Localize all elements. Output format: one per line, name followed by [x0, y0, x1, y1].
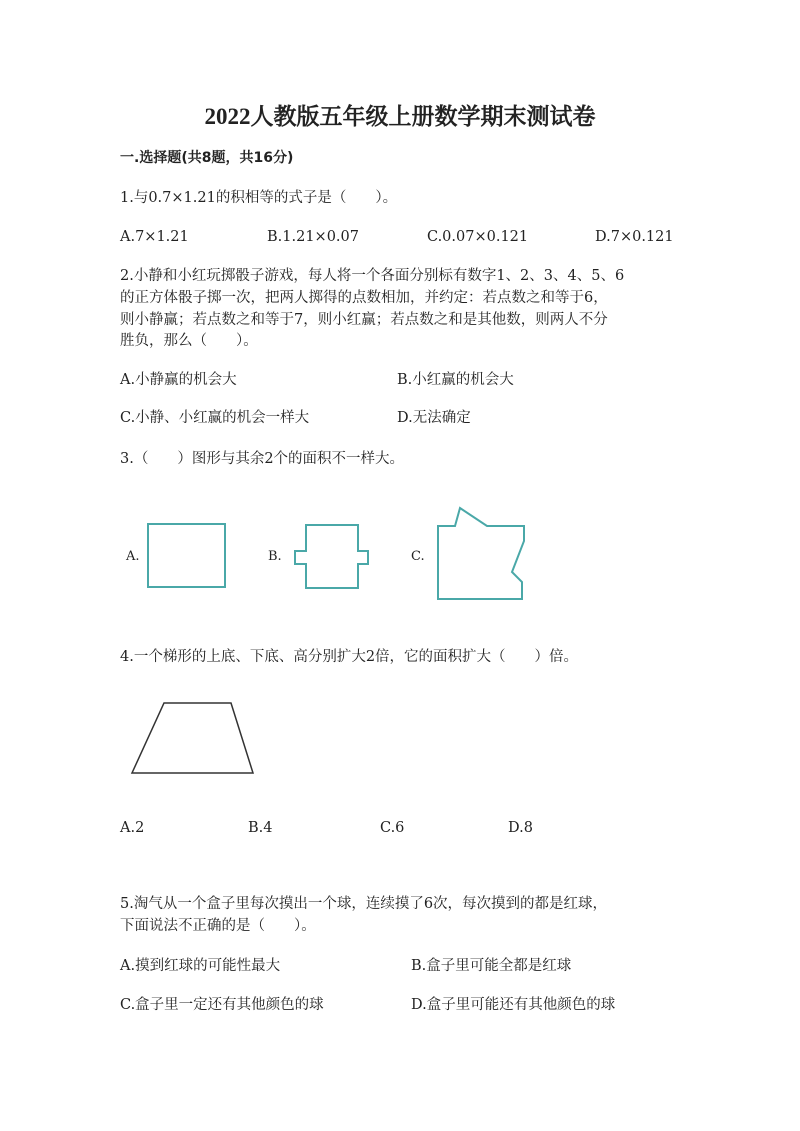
q2-text-line4: 胜负，那么（ ）。: [120, 333, 258, 349]
q3-text: 3.（ ）图形与其余2个的面积不一样大。: [120, 451, 405, 467]
q2-text-line3: 则小静赢；若点数之和等于7，则小红赢；若点数之和是其他数，则两人不分: [120, 312, 608, 328]
q5-text-line1: 5.淘气从一个盒子里每次摸出一个球，连续摸了6次，每次摸到的都是红球，: [120, 896, 608, 912]
q2-text-line2: 的正方体骰子掷一次，把两人掷得的点数相加，并约定：若点数之和等于6，: [120, 290, 608, 306]
trapezoid-figure: [132, 703, 253, 773]
q3-label-c: C.: [411, 549, 425, 564]
shape-c-irregular: [438, 508, 524, 599]
q2-option-a: A.小静赢的机会大: [120, 372, 237, 388]
q5-text-line2: 下面说法不正确的是（ ）。: [120, 918, 316, 934]
q4-text: 4.一个梯形的上底、下底、高分别扩大2倍，它的面积扩大（ ）倍。: [120, 649, 579, 665]
q2-option-c: C.小静、小红赢的机会一样大: [120, 410, 310, 426]
shape-a-rectangle: [148, 524, 225, 587]
q3-label-a: A.: [126, 549, 140, 564]
q3-label-b: B.: [268, 549, 282, 564]
q5-option-c: C.盒子里一定还有其他颜色的球: [120, 997, 324, 1013]
q2-option-d: D.无法确定: [397, 410, 471, 426]
q4-option-b: B.4: [248, 820, 273, 836]
page-title: 2022人教版五年级上册数学期末测试卷: [204, 104, 596, 129]
shape-b-notched: [295, 525, 368, 588]
section-heading: 一.选择题(共8题，共16分): [120, 150, 294, 166]
q4-option-d: D.8: [508, 820, 533, 836]
q5-option-a: A.摸到红球的可能性最大: [120, 958, 281, 974]
q4-option-c: C.6: [380, 820, 405, 836]
q1-option-d: D.7×0.121: [595, 229, 674, 245]
q1-option-a: A.7×1.21: [120, 229, 189, 245]
q5-option-d: D.盒子里可能还有其他颜色的球: [411, 997, 616, 1013]
q5-option-b: B.盒子里可能全都是红球: [411, 958, 572, 974]
q2-text-line1: 2.小静和小红玩掷骰子游戏，每人将一个各面分别标有数字1、2、3、4、5、6: [120, 268, 625, 284]
q2-option-b: B.小红赢的机会大: [397, 372, 514, 388]
q4-option-a: A.2: [120, 820, 145, 836]
q1-option-c: C.0.07×0.121: [427, 229, 529, 245]
q1-text: 1.与0.7×1.21的积相等的式子是（ ）。: [120, 190, 398, 206]
q1-option-b: B.1.21×0.07: [267, 229, 359, 245]
